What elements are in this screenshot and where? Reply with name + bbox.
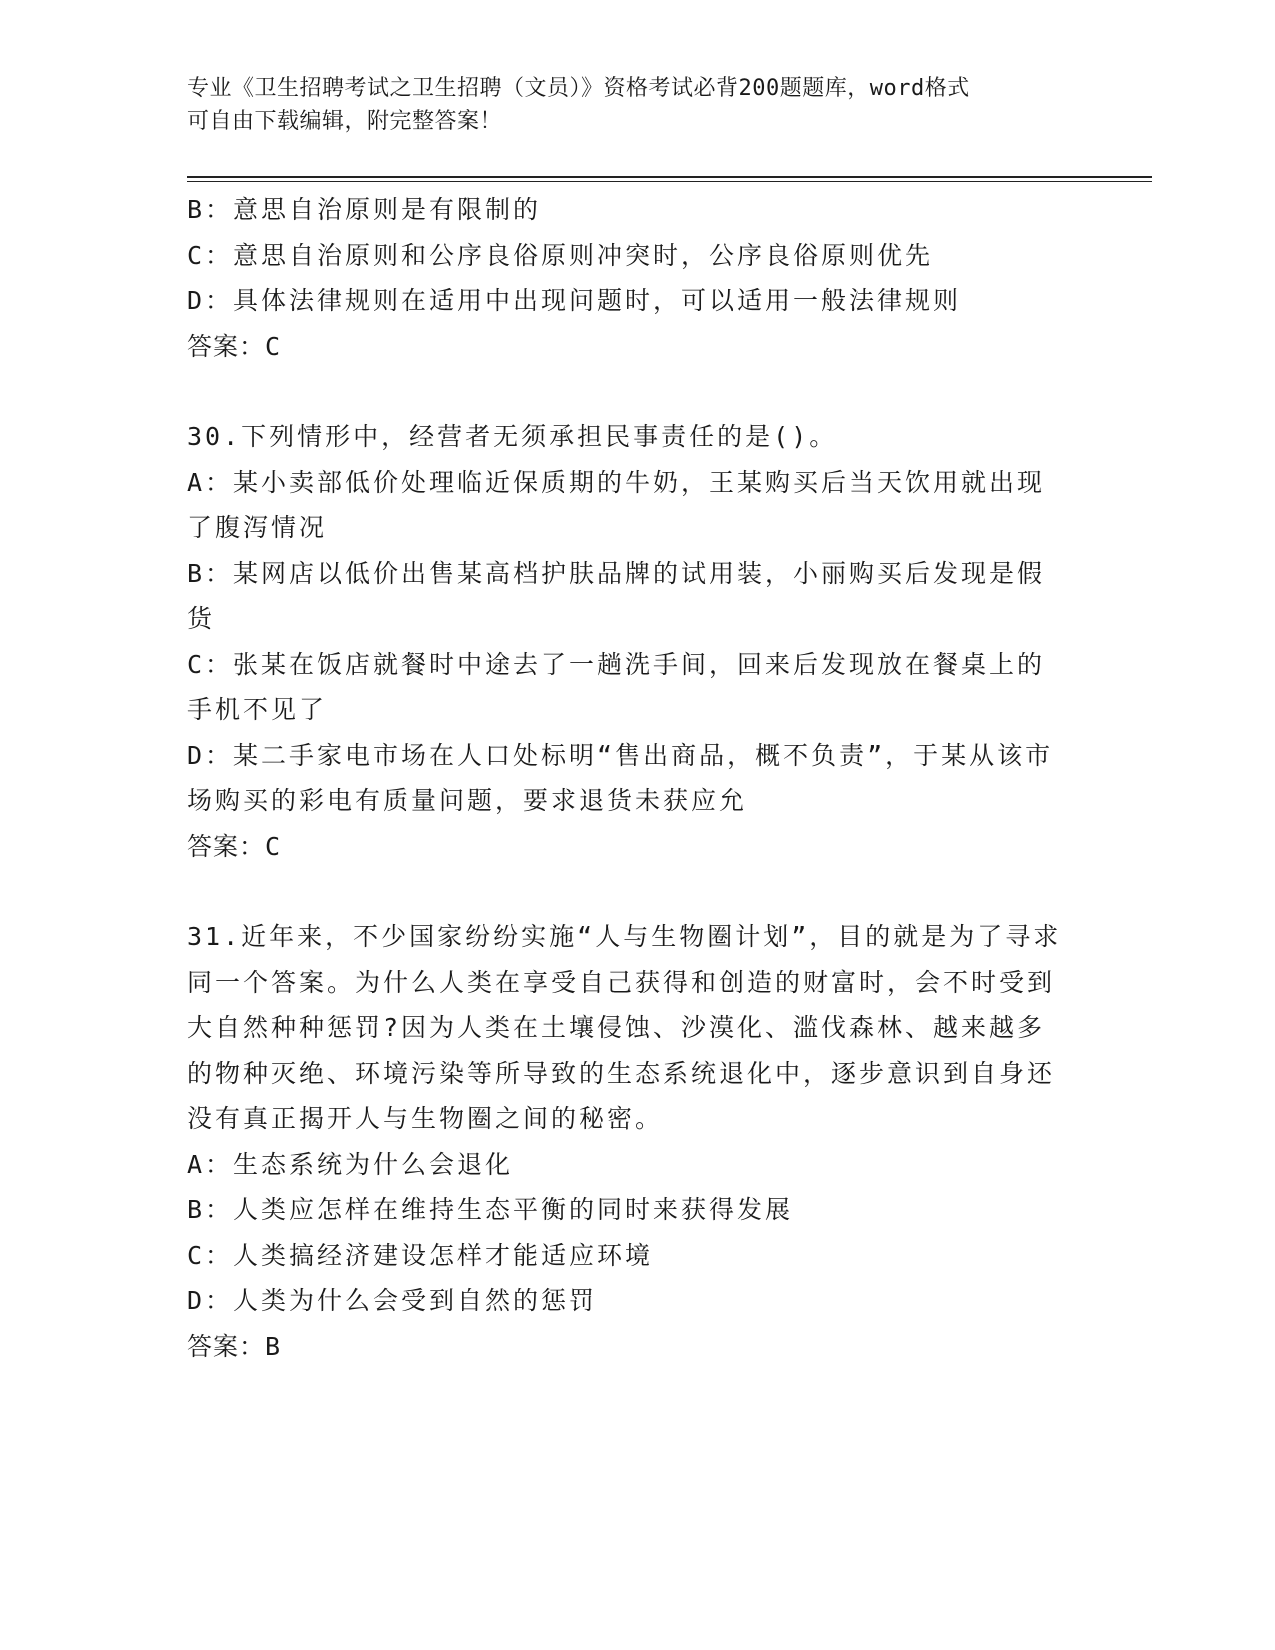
document-body bbox=[187, 187, 1067, 1414]
question-stem: 31.近年来，不少国家纷纷实施“人与生物圈计划”，目的就是为了寻求同一个答案。为什么人类在享受自己获得和创造的财富时，会不时受到大自然种种惩罚?因为人类在土壤侵蚀、沙漠化、滥伐森林、越来越多的物种灭绝、环境污染等所导致的生态系统退化中，逐步意识到自身还没有真正揭开人与生物圈之间的秘密。 bbox=[187, 922, 1062, 1133]
answer-line bbox=[187, 824, 1067, 870]
question-29-continued bbox=[187, 187, 1067, 369]
option-b: B：人类应怎样在维持生态平衡的同时来获得发展 bbox=[187, 1195, 794, 1224]
answer-value: C bbox=[265, 331, 282, 361]
option-b: B：意思自治原则是有限制的 bbox=[187, 195, 542, 224]
answer-line bbox=[187, 324, 1067, 370]
option-b: B：某网店以低价出售某高档护肤品牌的试用装，小丽购买后发现是假货 bbox=[187, 558, 1046, 633]
option-c: C：意思自治原则和公序良俗原则冲突时，公序良俗原则优先 bbox=[187, 240, 934, 270]
header-divider bbox=[187, 176, 1152, 182]
answer-value: C bbox=[265, 831, 282, 861]
question-30 bbox=[187, 414, 1067, 869]
header-title-line-1: 专业《卫生招聘考试之卫生招聘（文员）》资格考试必背200题题库，word格式 bbox=[187, 76, 970, 101]
option-c: C：张某在饭店就餐时中途去了一趟洗手间，回来后发现放在餐桌上的手机不见了 bbox=[187, 649, 1046, 724]
option-d: D：人类为什么会受到自然的惩罚 bbox=[187, 1286, 598, 1315]
answer-value: B bbox=[265, 1331, 282, 1361]
question-stem: 30.下列情形中，经营者无须承担民事责任的是()。 bbox=[187, 422, 838, 451]
document-header bbox=[187, 72, 1067, 138]
answer-label: 答案： bbox=[187, 831, 266, 861]
answer-line bbox=[187, 1324, 1067, 1370]
question-31 bbox=[187, 914, 1067, 1369]
answer-label: 答案： bbox=[187, 331, 266, 361]
option-d: D：具体法律规则在适用中出现问题时，可以适用一般法律规则 bbox=[187, 286, 962, 315]
answer-label: 答案： bbox=[187, 1331, 266, 1361]
header-title-line-2: 可自由下载编辑，附完整答案！ bbox=[187, 109, 503, 134]
option-c: C：人类搞经济建设怎样才能适应环境 bbox=[187, 1240, 654, 1270]
option-d: D：某二手家电市场在人口处标明“售出商品，概不负责”，于某从该市场购买的彩电有质量问题，要求退货未获应允 bbox=[187, 740, 1054, 815]
option-a: A：生态系统为什么会退化 bbox=[187, 1149, 514, 1179]
option-a: A：某小卖部低价处理临近保质期的牛奶，王某购买后当天饮用就出现了腹泻情况 bbox=[187, 467, 1046, 542]
